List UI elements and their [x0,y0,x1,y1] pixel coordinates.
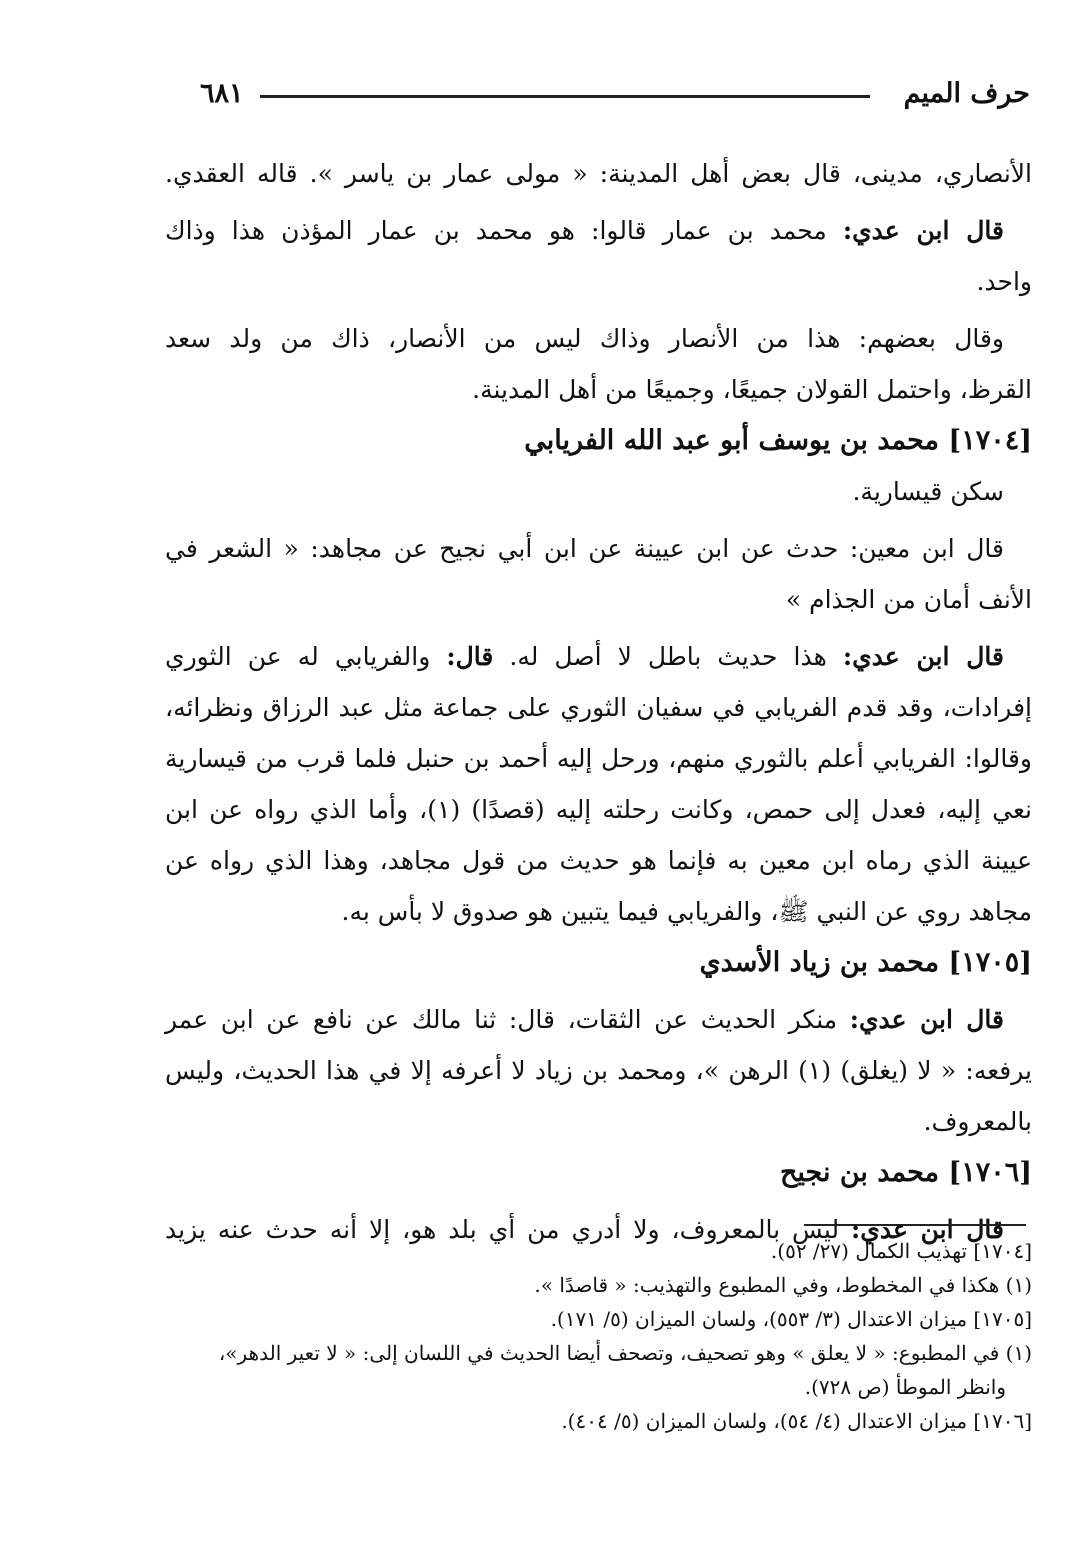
text-line: يرفعه: « لا (يغلق) (١) الرهن »، ومحمد بن زياد لا أعرفه إلا في هذا الحديث، وليس [165,1056,1032,1085]
entry-heading-1706: [١٧٠٦] محمد بن نجيح [779,1157,1032,1188]
text-segment: والفريابي له عن الثوري [165,642,447,671]
text-line: القرظ، واحتمل القولان جميعًا، وجميعًا من أهل المدينة. [472,375,1032,404]
footnote: [١٧٠٥] ميزان الاعتدال (٣/ ٥٥٣)، ولسان الميزان (٥/ ١٧١). [550,1307,1032,1331]
text-segment: ليس بالمعروف، ولا أدري من أي بلد هو، إلا أنه حدث عنه يزيد [165,1215,852,1244]
page-number: ٦٨١ [200,78,244,109]
running-header [200,78,1030,118]
text-segment: منكر الحديث عن الثقات، قال: ثنا مالك عن نافع عن ابن عمر [165,1005,850,1034]
footnote: [١٧٠٦] ميزان الاعتدال (٤/ ٥٤)، ولسان الميزان (٥/ ٤٠٤). [561,1409,1032,1433]
footnote: (١) في المطبوع: « لا يعلق » وهو تصحيف، وتصحف أيضا الحديث في اللسان إلى: « لا تعير الدهر»، [218,1341,1032,1365]
text-line: نعي إليه، فعدل إلى حمص، وكانت رحلته إليه (قصدًا) (١)، وأما الذي رواه عن ابن [165,795,1032,824]
text-line [165,205,1032,256]
entry-heading-1705: [١٧٠٥] محمد بن زياد الأسدي [699,947,1032,978]
text-line: وقال بعضهم: هذا من الأنصار وذاك ليس من الأنصار، ذاك من ولد سعد [165,324,1004,353]
text-line: قال ابن معين: حدث عن ابن عيينة عن ابن أبي نجيح عن مجاهد: « الشعر في [165,534,1004,563]
text-line: إفرادات، وقد قدم الفريابي في سفيان الثوري على جماعة مثل عبد الرزاق ونظرائه، [165,693,1032,722]
text-line: واحد. [976,267,1032,296]
footnote: [١٧٠٤] تهذيب الكمال (٢٧/ ٥٢). [770,1239,1032,1263]
text-segment: محمد بن عمار قالوا: هو محمد بن عمار المؤذن هذا وذاك [165,216,843,245]
text-line [165,631,1032,682]
header-rule [260,95,870,98]
text-line: الأنصاري، مدينى، قال بعض أهل المدينة: « مولى عمار بن ياسر ». قاله العقدي. [165,159,1032,188]
text-line: وقالوا: الفريابي أعلم بالثوري منهم، ورحل إليه أحمد بن حنبل فلما قرب من قيسارية [165,744,1032,773]
text-line: الأنف أمان من الجذام » [785,585,1032,614]
text-line: عيينة الذي رماه ابن معين به فإنما هو حديث من قول مجاهد، وهذا الذي رواه عن [165,846,1032,875]
entry-heading-1704: [١٧٠٤] محمد بن يوسف أبو عبد الله الفريابي [524,425,1032,456]
footnote: (١) هكذا في المخطوط، وفي المطبوع والتهذيب: « قاصدًا ». [534,1273,1032,1297]
speaker-label: قال ابن عدي: [842,642,1004,671]
text-segment: هذا حديث باطل لا أصل له. [493,642,843,671]
speaker-label: قال ابن عدي: [842,216,1004,245]
footnote-rule [804,1224,1026,1226]
text-line: سكن قيسارية. [852,477,1004,506]
speaker-label: قال ابن عدي: [851,1215,1004,1244]
footnote-continuation: وانظر الموطأ (ص ٧٢٨). [804,1375,1006,1399]
chapter-title: حرف الميم [903,78,1030,109]
footnotes [165,1234,1032,1438]
main-text [165,148,1032,1255]
text-line [165,994,1032,1045]
text-line: بالمعروف. [923,1107,1032,1136]
speaker-label: قال ابن عدي: [849,1005,1004,1034]
text-line: مجاهد روي عن النبي ﷺ، والفريابي فيما يتبين هو صدوق لا بأس به. [341,897,1032,926]
speaker-label: قال: [446,642,494,671]
